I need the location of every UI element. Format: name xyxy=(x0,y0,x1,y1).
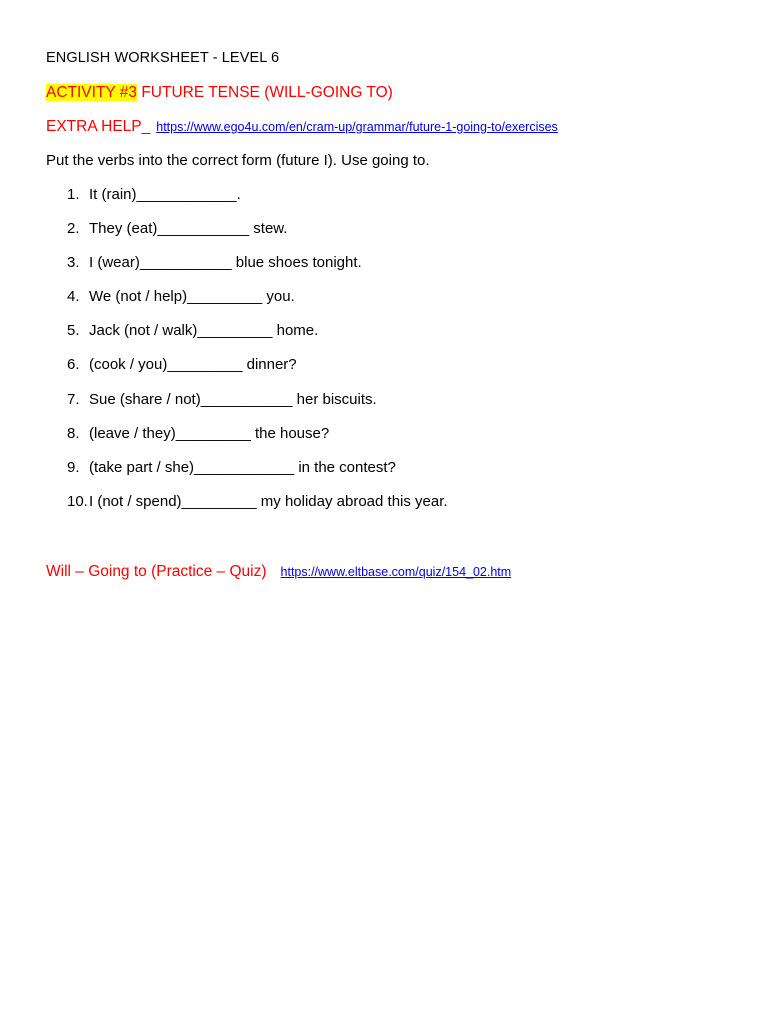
exercise-number: 3. xyxy=(67,254,80,272)
exercise-number: 5. xyxy=(67,322,80,340)
extra-help-line xyxy=(46,118,558,136)
extra-help-label: EXTRA HELP_ xyxy=(46,118,151,135)
exercise-text: Jack (not / walk)_________ home. xyxy=(89,322,319,340)
activity-label: ACTIVITY #3 xyxy=(46,84,138,101)
activity-heading xyxy=(46,84,393,102)
exercise-number: 8. xyxy=(67,424,80,442)
exercise-item xyxy=(67,186,448,220)
exercise-text: I (not / spend)_________ my holiday abroad this year. xyxy=(89,492,448,510)
exercise-number: 7. xyxy=(67,390,80,408)
exercise-number: 2. xyxy=(67,220,80,238)
exercise-text: I (wear)___________ blue shoes tonight. xyxy=(89,254,362,272)
exercise-item xyxy=(67,220,448,254)
exercise-item xyxy=(67,425,448,459)
exercise-text: They (eat)___________ stew. xyxy=(89,220,288,238)
exercise-text: (cook / you)_________ dinner? xyxy=(89,356,297,374)
extra-help-link[interactable]: https://www.ego4u.com/en/cram-up/grammar/future-1-going-to/exercises xyxy=(156,120,558,134)
exercise-number: 4. xyxy=(67,288,80,306)
exercise-item xyxy=(67,322,448,356)
instructions-text: Put the verbs into the correct form (future I). Use going to. xyxy=(46,152,430,169)
exercise-text: (leave / they)_________ the house? xyxy=(89,424,330,442)
exercise-number: 1. xyxy=(67,186,80,203)
exercise-item xyxy=(67,356,448,390)
exercise-text: It (rain)____________. xyxy=(89,186,241,203)
quiz-label: Will – Going to (Practice – Quiz) xyxy=(46,563,267,580)
exercise-item xyxy=(67,391,448,425)
exercise-item xyxy=(67,493,448,527)
worksheet-title: ENGLISH WORKSHEET - LEVEL 6 xyxy=(46,50,280,66)
exercise-item xyxy=(67,459,448,493)
quiz-link[interactable]: https://www.eltbase.com/quiz/154_02.htm xyxy=(280,565,512,579)
exercise-item xyxy=(67,288,448,322)
exercise-number: 9. xyxy=(67,458,80,476)
exercise-number: 10. xyxy=(67,492,88,510)
exercise-text: (take part / she)____________ in the contest? xyxy=(89,458,396,476)
activity-topic: FUTURE TENSE (WILL-GOING TO) xyxy=(137,84,393,101)
quiz-line xyxy=(46,563,511,581)
exercise-number: 6. xyxy=(67,356,80,374)
exercise-list xyxy=(67,186,448,527)
exercise-text: We (not / help)_________ you. xyxy=(89,288,295,306)
exercise-text: Sue (share / not)___________ her biscuits. xyxy=(89,390,377,408)
exercise-item xyxy=(67,254,448,288)
